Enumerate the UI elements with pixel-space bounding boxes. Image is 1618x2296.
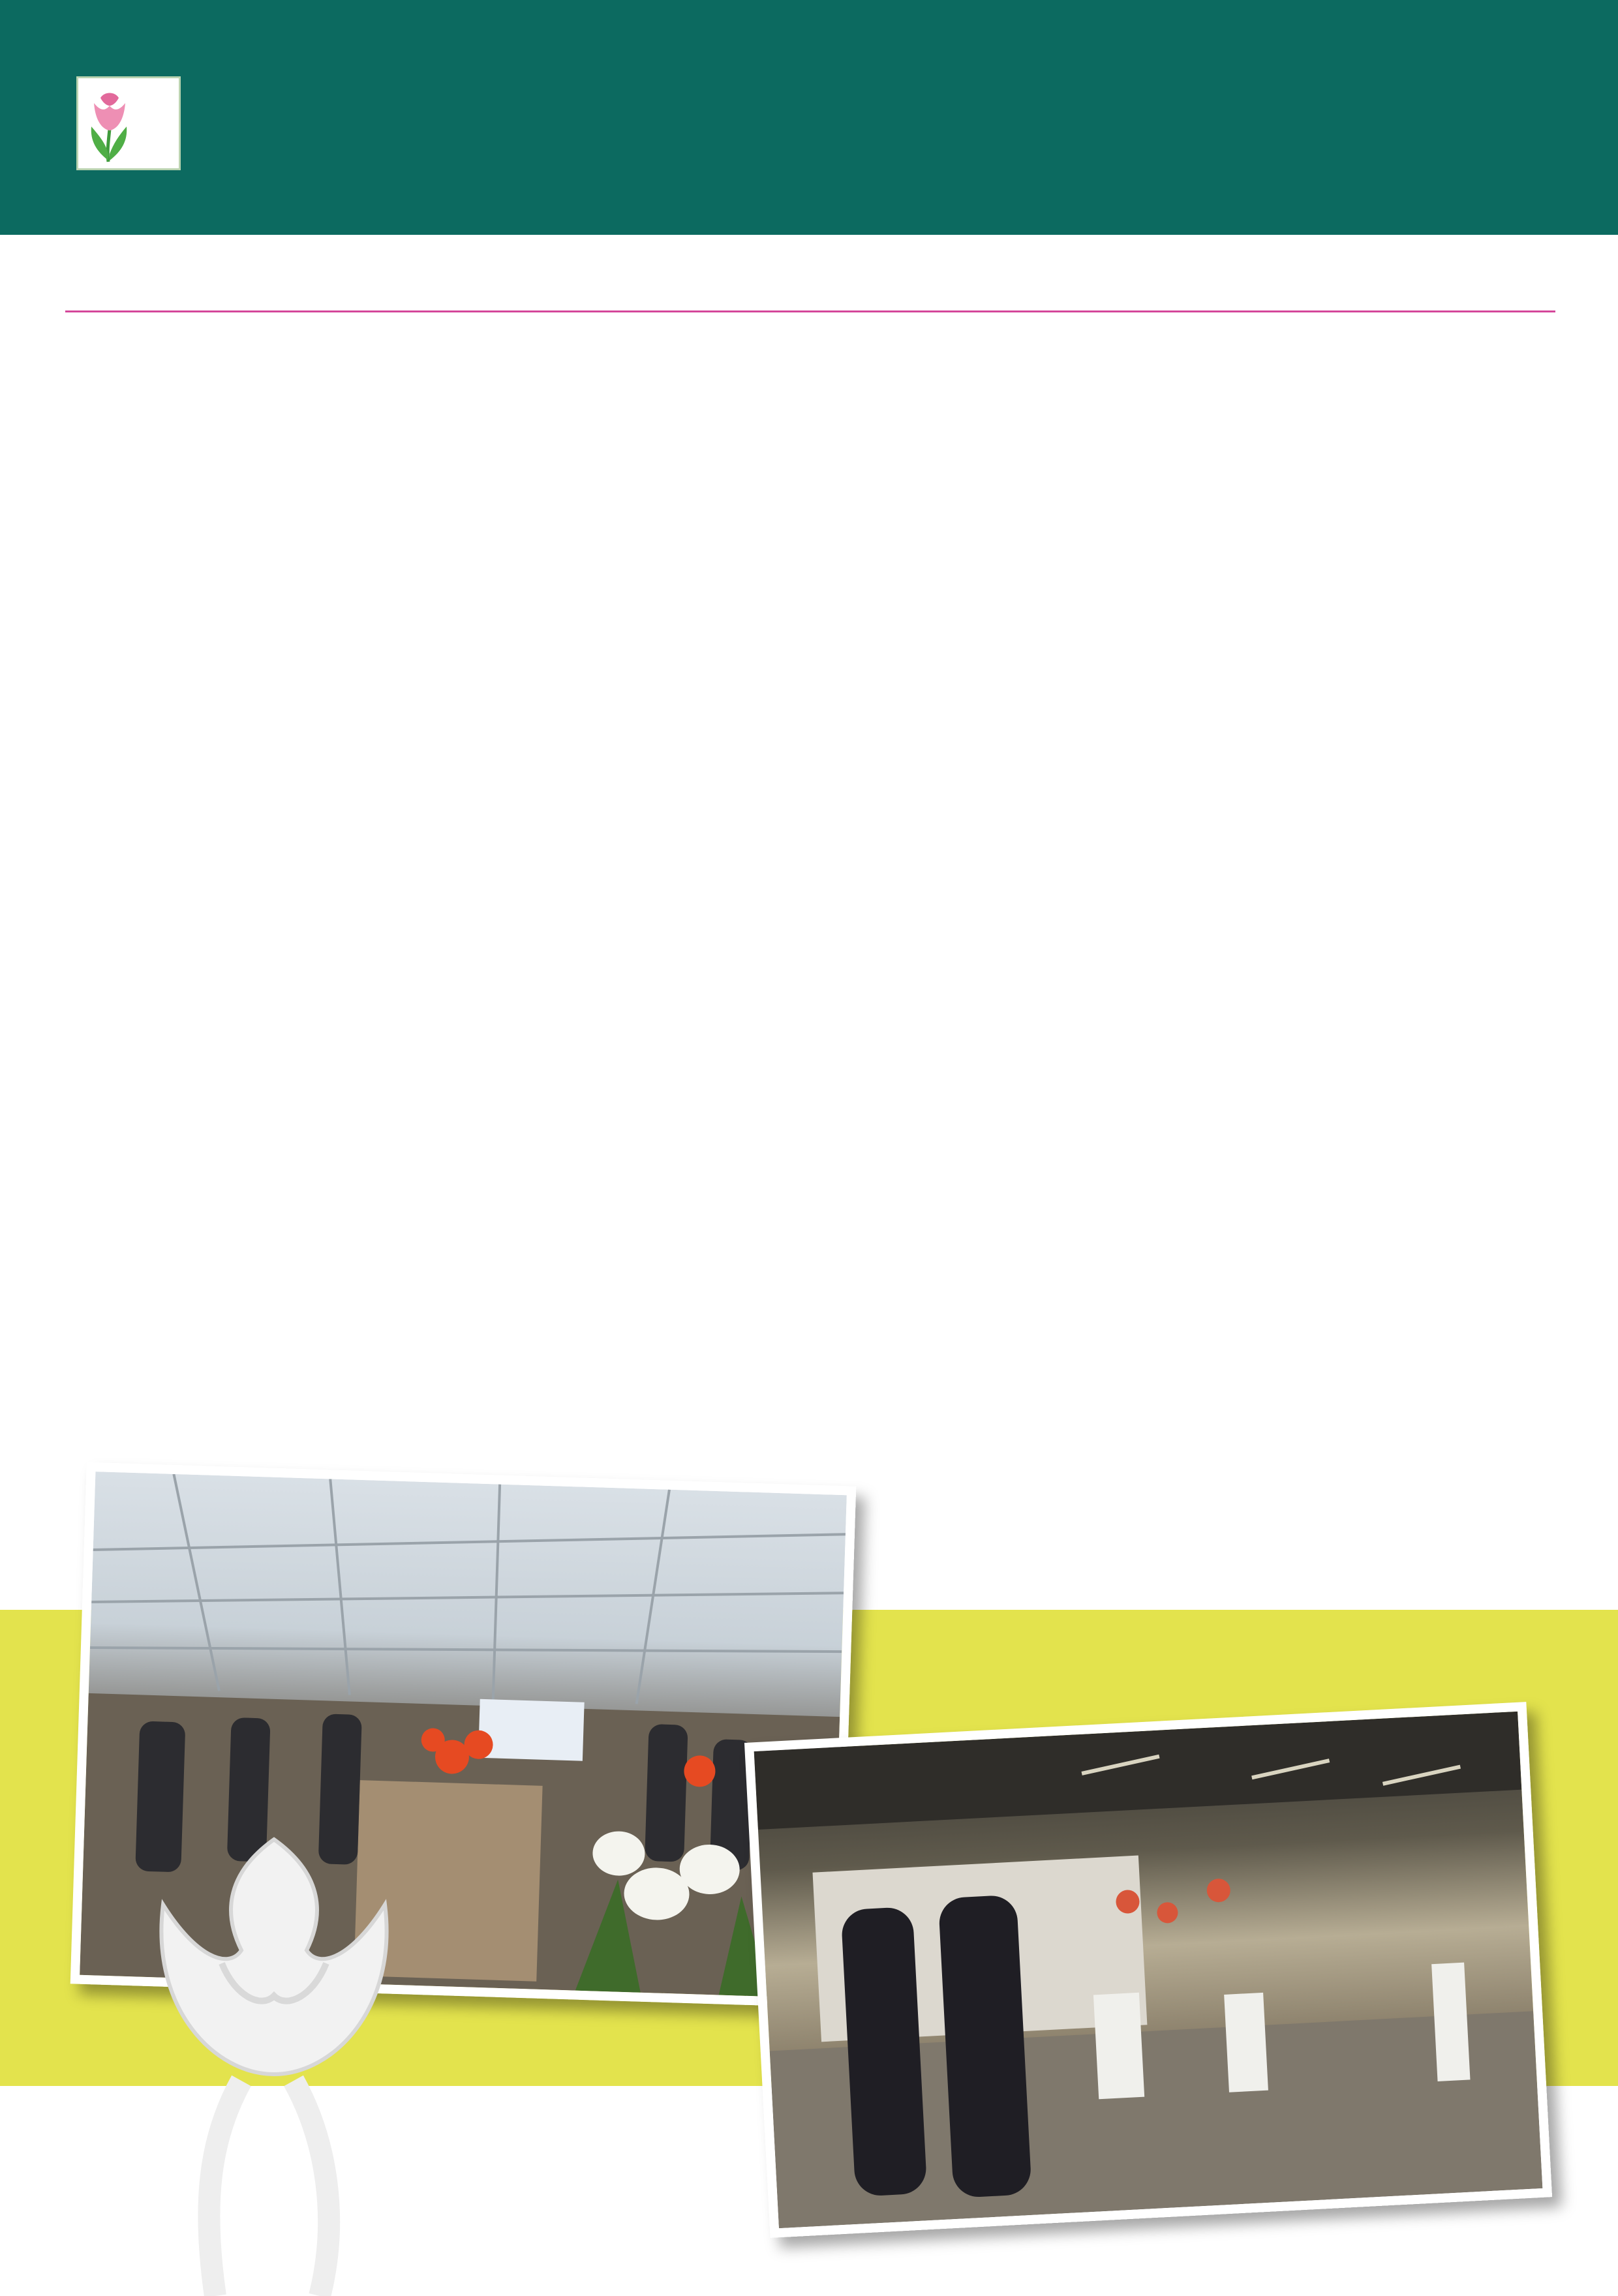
decorative-tulip-icon [111,1800,450,2296]
tulip-logo-icon [84,83,136,164]
page-title [227,64,245,163]
header-bar [0,0,1618,235]
exhibition-photo-hall [744,1702,1552,2238]
logo [76,76,181,170]
hall-photo-illustration [754,1712,1543,2228]
price-table [65,310,1555,312]
